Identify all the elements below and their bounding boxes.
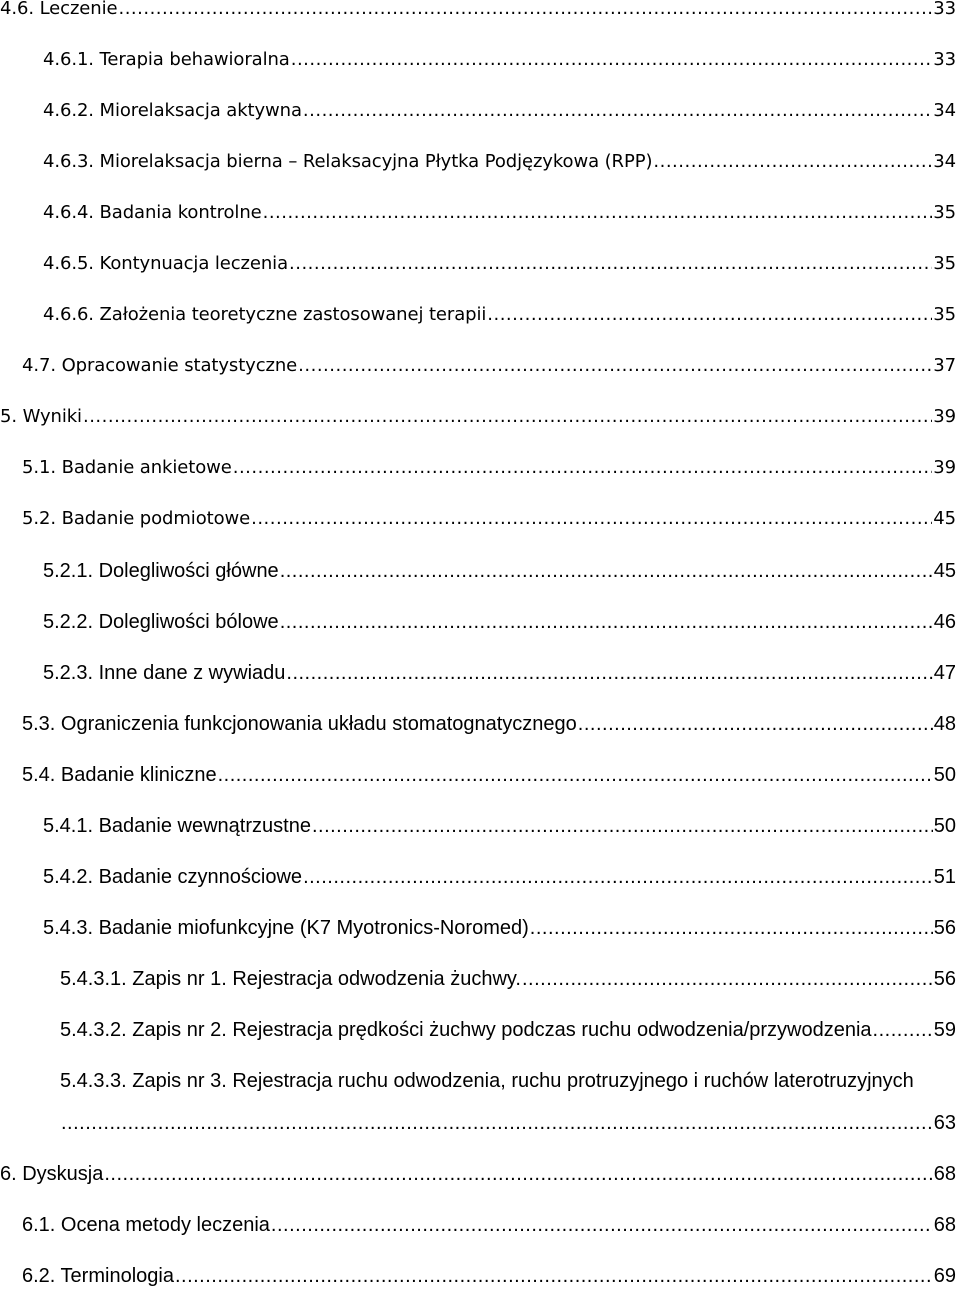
toc-entry-page: 59 [933, 1019, 956, 1041]
toc-leader-dots [530, 913, 933, 943]
toc-entry[interactable] [0, 402, 956, 432]
toc-entry[interactable] [22, 504, 956, 534]
toc-entry-page: 51 [933, 866, 956, 888]
toc-entry-page: 68 [933, 1214, 956, 1236]
toc-entry-label: 5.2.2. Dolegliwości bólowe [43, 611, 279, 633]
toc-entry-label: 5.2.3. Inne dane z wywiadu [43, 662, 286, 684]
toc-entry-page: 47 [933, 662, 956, 684]
toc-entry[interactable] [60, 1015, 956, 1045]
toc-entry[interactable] [43, 811, 956, 841]
toc-entry-label: 4.6.3. Miorelaksacja bierna – Relaksacyjna Płytka Podjęzykowa (RPP) [43, 151, 653, 172]
toc-leader-dots [289, 249, 932, 279]
toc-entry[interactable] [43, 45, 956, 75]
toc-entry-label: 5.4.3.2. Zapis nr 2. Rejestracja prędkości żuchwy podczas ruchu odwodzenia/przywodzenia [60, 1019, 872, 1041]
toc-entry-page: 33 [933, 0, 956, 19]
toc-entry-label: 4.6.2. Miorelaksacja aktywna [43, 100, 302, 121]
toc-entry[interactable] [43, 96, 956, 126]
toc-entry[interactable] [43, 300, 956, 330]
toc-leader-dots [263, 198, 933, 228]
toc-entry[interactable] [43, 658, 956, 688]
toc-leader-dots [653, 147, 932, 177]
toc-entry-page: 50 [933, 815, 956, 837]
toc-entry-page: 35 [933, 304, 956, 325]
toc-entry[interactable] [22, 709, 956, 739]
toc-entry-page: 50 [933, 764, 956, 786]
toc-leader-dots [218, 760, 933, 790]
toc-entry[interactable] [0, 0, 956, 24]
toc-entry-page: 39 [933, 457, 956, 478]
toc-leader-dots [61, 1108, 933, 1138]
toc-leader-dots [303, 96, 932, 126]
toc-entry[interactable] [22, 760, 956, 790]
toc-entry-label: 5.4.3. Badanie miofunkcyjne (K7 Myotronics-Noromed) [43, 917, 529, 939]
toc-entry-page: 45 [933, 508, 956, 529]
toc-entry-label: 6. Dyskusja [0, 1163, 104, 1185]
toc-entry-page: 37 [933, 355, 956, 376]
toc-leader-dots [578, 709, 933, 739]
toc-entry[interactable] [22, 351, 956, 381]
toc-entry-page: 35 [933, 253, 956, 274]
toc-leader-dots [298, 351, 932, 381]
toc-entry-label: 4.6.4. Badania kontrolne [43, 202, 262, 223]
toc-entry-label: 5.4.1. Badanie wewnątrzustne [43, 815, 311, 837]
toc-leader-dots [175, 1261, 933, 1291]
toc-entry-label: 5.3. Ograniczenia funkcjonowania układu stomatognatycznego [22, 713, 577, 735]
toc-entry-page: 56 [933, 917, 956, 939]
toc-entry-label: 6.1. Ocena metody leczenia [22, 1214, 270, 1236]
toc-entry-label: 5.4.3.1. Zapis nr 1. Rejestracja odwodzenia żuchwy. [60, 968, 521, 990]
toc-entry-label: 4.6.6. Założenia teoretyczne zastosowanej terapii [43, 304, 487, 325]
toc-entry-label: 5.2.1. Dolegliwości główne [43, 560, 279, 582]
toc-leader-dots [280, 556, 933, 586]
toc-entry-label: 4.6.1. Terapia behawioralna [43, 49, 290, 70]
toc-entry[interactable] [43, 198, 956, 228]
toc-entry[interactable] [0, 1159, 956, 1189]
toc-entry-page: 69 [933, 1265, 956, 1287]
toc-entry-label: 4.7. Opracowanie statystyczne [22, 355, 298, 376]
toc-entry[interactable] [60, 1066, 914, 1096]
toc-leader-dots [233, 453, 933, 483]
toc-entry-label: 5.1. Badanie ankietowe [22, 457, 232, 478]
toc-entry-label: 4.6. Leczenie [0, 0, 118, 19]
toc-entry[interactable] [60, 964, 956, 994]
toc-entry[interactable] [43, 249, 956, 279]
toc-entry-page: 39 [933, 406, 956, 427]
toc-entry-label: 4.6.5. Kontynuacja leczenia [43, 253, 289, 274]
toc-entry[interactable] [43, 913, 956, 943]
toc-entry-label: 5.4. Badanie kliniczne [22, 764, 217, 786]
toc-leader-dots [487, 300, 932, 330]
toc-leader-dots [104, 1159, 932, 1189]
toc-leader-dots [251, 504, 932, 534]
toc-entry-page: 56 [933, 968, 956, 990]
toc-leader-dots [312, 811, 933, 841]
toc-entry-page: 48 [933, 713, 956, 735]
toc-entry-page: 63 [933, 1112, 956, 1134]
toc-entry[interactable] [43, 556, 956, 586]
toc-leader-dots [83, 402, 932, 432]
toc-entry-label: 6.2. Terminologia [22, 1265, 174, 1287]
toc-entry-page: 68 [933, 1163, 956, 1185]
toc-entry-page: 34 [933, 100, 956, 121]
toc-entry-page: 35 [933, 202, 956, 223]
toc-entry-page: 34 [933, 151, 956, 172]
toc-entry[interactable] [43, 862, 956, 892]
toc-entry-page: 45 [933, 560, 956, 582]
toc-entry-label: 5.2. Badanie podmiotowe [22, 508, 251, 529]
toc-entry-continuation[interactable] [60, 1108, 956, 1138]
toc-entry-label: 5.4.3.3. Zapis nr 3. Rejestracja ruchu odwodzenia, ruchu protruzyjnego i ruchów laterotruzyjnych [60, 1070, 914, 1092]
toc-leader-dots [118, 0, 932, 24]
toc-leader-dots [873, 1015, 933, 1045]
toc-leader-dots [271, 1210, 933, 1240]
toc-entry-page: 46 [933, 611, 956, 633]
toc-leader-dots [291, 45, 933, 75]
toc-leader-dots [280, 607, 933, 637]
toc-entry[interactable] [43, 147, 956, 177]
toc-entry[interactable] [22, 453, 956, 483]
toc-entry-label: 5. Wyniki [0, 406, 82, 427]
toc-leader-dots [286, 658, 932, 688]
toc-entry[interactable] [43, 607, 956, 637]
toc-entry[interactable] [22, 1261, 956, 1291]
toc-leader-dots [522, 964, 933, 994]
toc-entry-label: 5.4.2. Badanie czynnościowe [43, 866, 303, 888]
toc-leader-dots [303, 862, 933, 892]
toc-entry-page: 33 [933, 49, 956, 70]
toc-entry[interactable] [22, 1210, 956, 1240]
